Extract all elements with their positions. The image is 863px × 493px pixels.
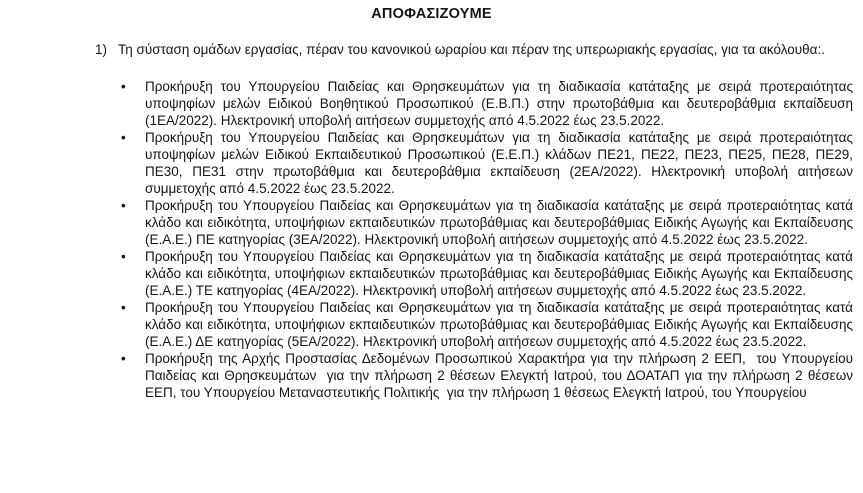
bullet-marker-icon: • (121, 300, 126, 315)
bullet-list (0, 78, 863, 401)
bullet-item-4 (121, 248, 863, 299)
bullet-text-5ea2022: Προκήρυξη του Υπουργείου Παιδείας και Θρησκευμάτων για τη διαδικασία κατάταξης με σειρά προτεραιότητας κατά κλάδο και ειδικότητα, υποψήφιων εκπαιδευτικών πρωτοβάθμιας και δευτεροβάθμιας Ειδικής Αγωγής και Εκπαίδευσης (Ε.Α.Ε.) ΔΕ κατηγορίας (5ΕΑ/2022). Ηλεκτρονική υποβολή αιτήσεων συμμετοχής από 4.5.2022 έως 23.5.2022. (145, 300, 857, 349)
bullet-text-1ea2022: Προκήρυξη του Υπουργείου Παιδείας και Θρησκευμάτων για τη διαδικασία κατάταξης με σειρά προτεραιότητας υποψηφίων μελών Ειδικού Βοηθητικού Προσωπικού (Ε.Β.Π.) στην πρωτοβάθμια και δευτεροβάθμια εκπαίδευση (1ΕΑ/2022). Ηλεκτρονική υποβολή αιτήσεων συμμετοχής από 4.5.2022 έως 23.5.2022. (145, 79, 857, 128)
item-number: 1) (95, 42, 108, 57)
bullet-text-4ea2022: Προκήρυξη του Υπουργείου Παιδείας και Θρησκευμάτων για τη διαδικασία κατάταξης με σειρά προτεραιότητας κατά κλάδο και ειδικότητα, υποψήφιων εκπαιδευτικών πρωτοβάθμιας και δευτεροβάθμιας Ειδικής Αγωγής και Εκπαίδευσης (Ε.Α.Ε.) ΤΕ κατηγορίας (4ΕΑ/2022). Ηλεκτρονική υποβολή αιτήσεων συμμετοχής από 4.5.2022 έως 23.5.2022. (145, 249, 857, 298)
bullet-marker-icon: • (121, 79, 126, 94)
bullet-item-1 (121, 78, 863, 129)
bullet-item-6 (121, 350, 863, 401)
bullet-text-2ea2022: Προκήρυξη του Υπουργείου Παιδείας και Θρησκευμάτων για τη διαδικασία κατάταξης με σειρά προτεραιότητας υποψηφίων μελών Ειδικού Εκπαιδευτικού Προσωπικού (Ε.Ε.Π.) κλάδων ΠΕ21, ΠΕ22, ΠΕ23, ΠΕ25, ΠΕ28, ΠΕ29, ΠΕ30, ΠΕ31 στην πρωτοβάθμια και δευτεροβάθμια εκπαίδευση (2ΕΑ/2022). Ηλεκτρονική υποβολή αιτήσεων συμμετοχής από 4.5.2022 έως 23.5.2022. (145, 130, 857, 196)
bullet-text-dpa: Προκήρυξη της Αρχής Προστασίας Δεδομένων Προσωπικού Χαρακτήρα για την πλήρωση 2 ΕΕΠ, του Υπουργείου Παιδείας και Θρησκευμάτων για την πλήρωση 2 θέσεων Ελεγκτή Ιατρού, του ΔΟΑΤΑΠ για την πλήρωση 2 θέσεων ΕΕΠ, του Υπουργείου Μεταναστευτικής Πολιτικής για την πλήρωση 1 θέσεως Ελεγκτή Ιατρού, του Υπουργείου (145, 351, 857, 400)
bullet-item-2 (121, 129, 863, 197)
bullet-marker-icon: • (121, 198, 126, 213)
document-title: ΑΠΟΦΑΣΙΖΟΥΜΕ (371, 6, 492, 22)
bullet-item-3 (121, 197, 863, 248)
bullet-marker-icon: • (121, 249, 126, 264)
bullet-marker-icon: • (121, 130, 126, 145)
bullet-text-3ea2022: Προκήρυξη του Υπουργείου Παιδείας και Θρησκευμάτων για τη διαδικασία κατάταξης με σειρά προτεραιότητας κατά κλάδο και ειδικότητα, υποψήφιων εκπαιδευτικών πρωτοβάθμιας και δευτεροβάθμιας Ειδικής Αγωγής και Εκπαίδευσης (Ε.Α.Ε.) ΠΕ κατηγορίας (3ΕΑ/2022). Ηλεκτρονική υποβολή αιτήσεων συμμετοχής από 4.5.2022 έως 23.5.2022. (145, 198, 857, 247)
numbered-item-1 (95, 41, 843, 58)
bullet-marker-icon: • (121, 351, 126, 366)
bullet-item-5 (121, 299, 863, 350)
item-text: Τη σύσταση ομάδων εργασίας, πέραν του κανονικού ωραρίου και πέραν της υπερωριακής εργασίας, για τα ακόλουθα:. (118, 42, 825, 57)
